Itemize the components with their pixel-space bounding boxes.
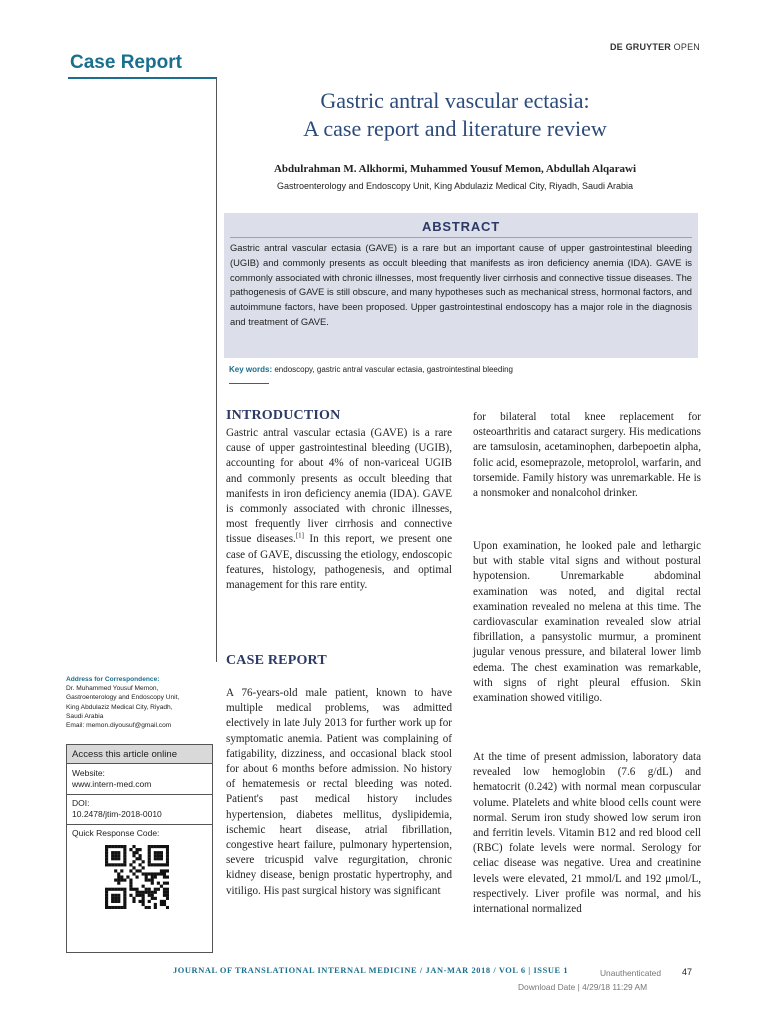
abstract-divider bbox=[230, 237, 692, 238]
keywords-divider bbox=[229, 383, 269, 384]
website-label: Website: bbox=[72, 768, 105, 778]
introduction-heading: INTRODUCTION bbox=[226, 408, 341, 423]
correspondence-block bbox=[66, 675, 206, 730]
doi-link[interactable]: 10.2478/jtim-2018-0010 bbox=[72, 809, 162, 819]
footer-unauthenticated: Unauthenticated bbox=[600, 968, 661, 978]
section-label: Case Report bbox=[70, 52, 182, 73]
access-heading: Access this article online bbox=[67, 745, 212, 764]
article-title bbox=[222, 87, 688, 143]
website-row bbox=[67, 765, 212, 795]
publisher-logo: DE GRUYTER OPEN bbox=[609, 42, 700, 52]
title-line-2: A case report and literature review bbox=[303, 116, 607, 141]
correspondence-line: Dr. Muhammed Yousuf Memon, bbox=[66, 685, 159, 693]
author-list: Abdulrahman M. Alkhormi, Muhammed Yousuf Memon, Abdullah Alqarawi bbox=[273, 163, 637, 175]
qr-label: Quick Response Code: bbox=[72, 828, 160, 838]
correspondence-line: Gastroenterology and Endoscopy Unit, bbox=[66, 694, 180, 702]
keywords-text: endoscopy, gastric antral vascular ectasia, gastrointestinal bleeding bbox=[272, 365, 513, 374]
footer-journal: JOURNAL OF TRANSLATIONAL INTERNAL MEDICINE / JAN-MAR 2018 / VOL 6 | ISSUE 1 bbox=[173, 966, 569, 975]
qr-code-icon[interactable] bbox=[105, 845, 169, 909]
website-link[interactable]: www.intern-med.com bbox=[72, 779, 152, 789]
page-number: 47 bbox=[682, 967, 693, 977]
case-report-heading: CASE REPORT bbox=[226, 653, 327, 668]
right-paragraph-2: Upon examination, he looked pale and lethargic but with stable vital signs and without postural hypotension. Unremarkable abdominal examination was noted, and digital rectal examination revealed no melena at this time. The cardiovascular examination revealed slow atrial fibrillation, a pansystolic murmur, a prominent jugular venous pressure, and bilateral lower limb edema. The chest examination was remarkable, with signs of right pleural effusion. Skin examination showed vitiligo. bbox=[473, 540, 701, 705]
footer-download-date: Download Date | 4/29/18 11:29 AM bbox=[518, 982, 648, 992]
affiliation: Gastroenterology and Endoscopy Unit, King Abdulaziz Medical City, Riyadh, Saudi Arabia bbox=[276, 181, 634, 191]
case-report-text: A 76-years-old male patient, known to have multiple medical problems, was admitted electively in late July 2013 for further work up for symptomatic anemia. Patient was complaining of fatigability, dizziness, and occasional black stool for about 6 months before admission. No history of hematemesis or rectal bleeding was noted. Patient's past medical history includes hypertension, diabetes mellitus, dyslipidemia, ischemic heart disease, atrial fibrillation, congestive heart failure, pulmonary hypertension, severe tricuspid valve regurgitation, chronic kidney disease, benign prostatic hypertrophy, and vitiligo. His past surgical history was significant bbox=[226, 687, 452, 897]
qr-row bbox=[67, 825, 212, 951]
correspondence-line: King Abdulaziz Medical City, Riyadh, bbox=[66, 703, 173, 711]
title-line-1: Gastric antral vascular ectasia: bbox=[320, 88, 590, 113]
citation-link[interactable]: [1] bbox=[295, 531, 304, 540]
doi-label: DOI: bbox=[72, 798, 90, 808]
correspondence-label: Address for Correspondence: bbox=[66, 676, 160, 683]
keywords-label: Key words: bbox=[229, 365, 273, 374]
correspondence-email[interactable]: Email: memon.diyousuf@gmail.com bbox=[66, 722, 172, 730]
correspondence-line: Saudi Arabia bbox=[66, 712, 104, 720]
abstract-heading: ABSTRACT bbox=[422, 219, 500, 234]
access-article-box bbox=[66, 744, 213, 953]
doi-row bbox=[67, 795, 212, 825]
right-paragraph-3: At the time of present admission, laboratory data revealed low hemoglobin (7.6 g/dL) and hematocrit (0.242) with normal mean corpuscular volume. Platelets and white blood cells count were normal. Serum iron study showed low serum iron and ferritin levels. Vitamin B12 and red blood cell (RBC) folate levels were normal. Serology for celiac disease was negative. Urea and creatinine levels were elevated, 21 mmol/L and 192 μmol/L, respectively. Liver profile was normal, and his international normalized bbox=[473, 751, 701, 916]
right-paragraph-1: for bilateral total knee replacement for osteoarthritis and cataract surgery. His medications are tamsulosin, acetaminophen, darbepoetin alpha, folic acid, esomeprazole, metoprolol, warfarin, and torsemide. Family history was unremarkable. He is a nonsmoker and nonalcohol drinker. bbox=[473, 411, 701, 500]
abstract-box bbox=[224, 213, 698, 358]
keywords bbox=[229, 365, 699, 374]
abstract-text: Gastric antral vascular ectasia (GAVE) is a rare but an important cause of upper gastrointestinal bleeding (UGIB) and commonly presents as occult bleeding that manifests as iron deficiency anemia (IDA). GAVE is commonly associated with chronic illnesses, most frequently liver cirrhosis and connective tissue diseases. The pathogenesis of GAVE is still obscure, and many hypotheses such as mechanical stress, hormonal factors, and autoimmune factors, have been proposed. Upper gastrointestinal endoscopy has a major role in the diagnosis and treatment of GAVE. bbox=[230, 242, 692, 327]
header-divider bbox=[68, 77, 216, 79]
introduction-text: Gastric antral vascular ectasia (GAVE) is a rare cause of upper gastrointestinal bleeding (UGIB), accounting for about 4% of non-variceal UGIB and commonly presents as occult bleeding that manifests in iron deficiency anemia (IDA). GAVE is commonly associated with chronic illnesses, most frequently liver cirrhosis and connective tissue diseases.[1] In this report, we present one case of GAVE, discussing the etiology, endoscopic features, histology, pathogenesis, and optimal management for this rare entity. bbox=[226, 427, 452, 592]
column-divider bbox=[216, 77, 217, 662]
